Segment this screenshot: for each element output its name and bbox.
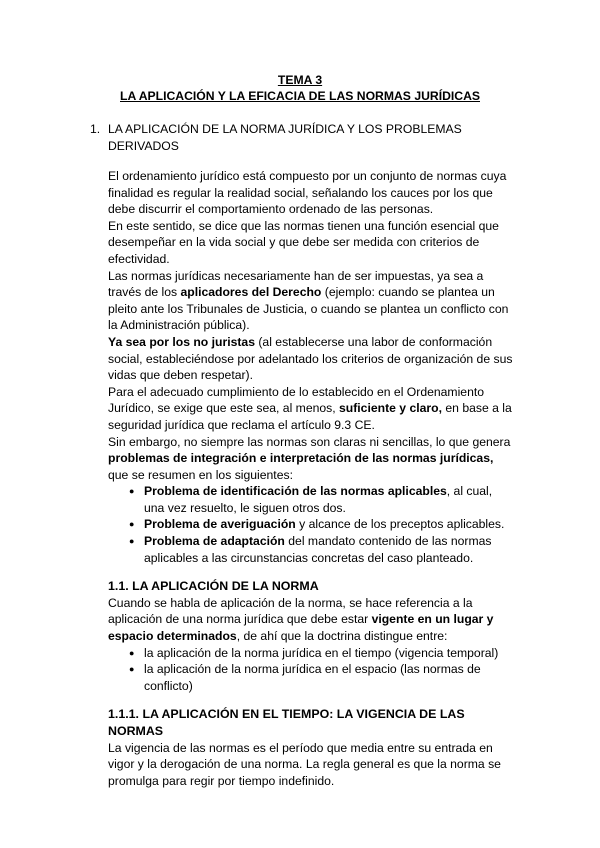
paragraph-6-text-c: que se resumen en los siguientes:	[108, 467, 293, 482]
paragraph-3	[108, 268, 513, 334]
section-1-number: 1.	[90, 122, 101, 136]
bullet-icon: ●	[129, 664, 135, 675]
list-item-text: del mandato contenido de las normas aplicables a las circunstancias concretas del caso planteado.	[144, 534, 492, 565]
paragraph-3-bold: aplicadores del Derecho	[180, 285, 322, 300]
paragraph-3-text-c: (ejemplo: cuando se plantea un pleito ante los Tribunales de Justicia, o cuando se plantea un conflicto con la Administración pública).	[108, 285, 509, 333]
paragraph-1: El ordenamiento jurídico está compuesto por un conjunto de normas cuya finalidad es regular la realidad social, señalando los cauces por los que debe discurrir el comportamiento ordenado de las personas.	[108, 169, 507, 217]
section-1-1-bold: vigente en un lugar y espacio determinados	[108, 612, 494, 644]
document-title-topic: TEMA 3	[277, 73, 323, 87]
section-1-1-text-c: , de ahí que la doctrina distingue entre:	[236, 629, 448, 644]
list-item	[108, 516, 513, 533]
list-item-text: y alcance de los preceptos aplicables.	[295, 517, 505, 532]
bullet-icon: ●	[129, 519, 135, 530]
paragraph-4-text: (al establecerse una labor de conformación social, estableciéndose por adelantado los criterios de organización de sus vidas que deben respetar).	[108, 334, 513, 383]
list-item-bold: Problema de adaptación	[144, 534, 285, 549]
problems-list	[108, 483, 513, 566]
bullet-icon: ●	[129, 536, 135, 547]
section-1-1-heading: 1.1. LA APLICACIÓN DE LA NORMA	[108, 579, 319, 594]
section-1-1-1-heading: 1.1.1. LA APLICACIÓN EN EL TIEMPO: LA VIGENCIA DE LAS NORMAS	[108, 707, 465, 738]
paragraph-6-text-a: Sin embargo, no siempre las normas son claras ni sencillas, lo que genera	[108, 434, 511, 449]
paragraph-6-bold: problemas de integración e interpretación de las normas jurídicas,	[108, 451, 494, 466]
paragraph-5-text-c: en base a la seguridad jurídica que reclama el artículo 9.3 CE.	[108, 401, 512, 432]
paragraph-6	[108, 434, 513, 484]
list-item-bold: Problema de identificación de las normas aplicables	[144, 484, 447, 499]
bullet-icon: ●	[129, 486, 135, 497]
paragraph-4	[108, 334, 513, 384]
list-item	[108, 533, 513, 566]
document-title-main: LA APLICACIÓN Y LA EFICACIA DE LAS NORMAS JURÍDICAS	[120, 89, 480, 103]
section-1-title: LA APLICACIÓN DE LA NORMA JURÍDICA Y LOS PROBLEMAS DERIVADOS	[108, 122, 462, 153]
list-item	[108, 661, 513, 694]
paragraph-5-bold: suficiente y claro,	[339, 401, 442, 416]
section-1-1-text-a: Cuando se habla de aplicación de la norma, se hace referencia a la aplicación de una norma jurídica que debe estar	[108, 595, 473, 627]
paragraph-5-text-a: Para el adecuado cumplimiento de lo establecido en el Ordenamiento Jurídico, se exige que este sea, al menos,	[108, 384, 485, 416]
application-types-list	[108, 645, 513, 695]
list-item	[108, 483, 513, 516]
paragraph-5	[108, 384, 513, 434]
section-1-1-1-paragraph: La vigencia de las normas es el período que media entre su entrada en vigor y la derogación de una norma. La regla general es que la norma se promulga para regir por tiempo indefinido.	[108, 740, 501, 788]
section-1-1-paragraph	[108, 595, 513, 645]
paragraph-2: En este sentido, se dice que las normas tienen una función esencial que desempeñar en la vida social y que debe ser medida con criterios de efectividad.	[108, 218, 499, 266]
list-item-bold: Problema de averiguación	[144, 517, 296, 532]
list-item-text: , al cual, una vez resuelto, le siguen otros dos.	[144, 484, 493, 515]
list-item	[108, 645, 513, 662]
list-item-text: la aplicación de la norma jurídica en el tiempo (vigencia temporal)	[144, 645, 499, 660]
bullet-icon: ●	[129, 647, 135, 658]
list-item-text: la aplicación de la norma jurídica en el espacio (las normas de conflicto)	[144, 662, 481, 693]
document-body	[108, 168, 513, 789]
paragraph-4-bold: Ya sea por los no juristas	[108, 334, 255, 349]
paragraph-3-text-a: Las normas jurídicas necesariamente han de ser impuestas, ya sea a través de los	[108, 268, 484, 300]
